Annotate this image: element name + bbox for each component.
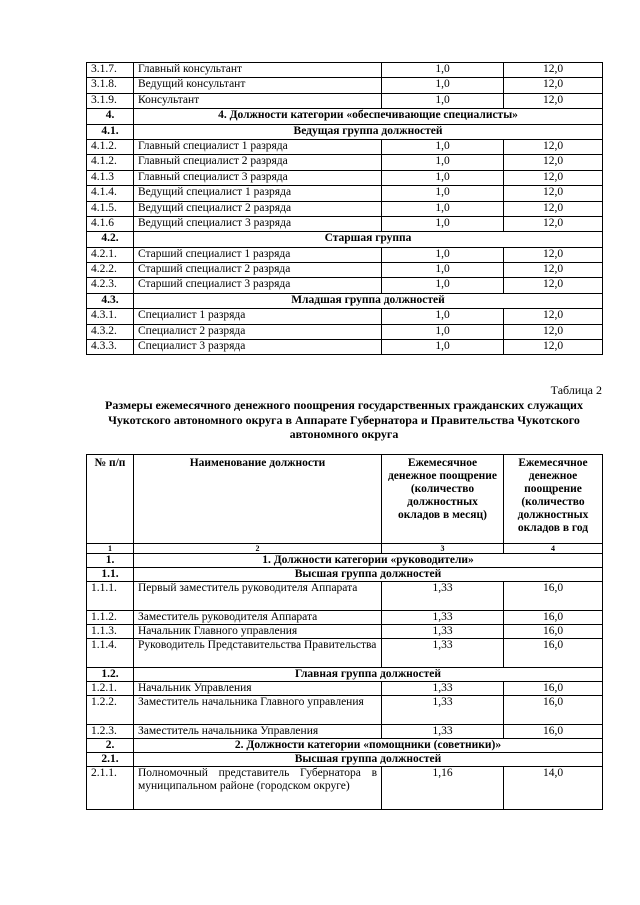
column-number: 1 [87, 544, 134, 554]
position-name: Старший специалист 2 разряда [134, 263, 382, 278]
position-name: Главный специалист 2 разряда [134, 155, 382, 170]
position-name: Руководитель Представительства Правительства [134, 639, 382, 668]
table-row [87, 216, 603, 231]
table-row [87, 625, 603, 639]
row-number: 2.1.1. [87, 767, 134, 810]
table-row [87, 682, 603, 696]
yearly-value: 12,0 [504, 170, 603, 185]
position-name: Заместитель начальника Управления [134, 725, 382, 739]
row-number: 1.1. [87, 568, 134, 582]
group-row [87, 293, 603, 308]
monthly-value: 1,0 [382, 63, 504, 78]
table-row [87, 139, 603, 154]
table-row [87, 170, 603, 185]
row-number: 4.2. [87, 232, 134, 247]
yearly-value: 16,0 [504, 625, 603, 639]
row-number: 1.2.1. [87, 682, 134, 696]
row-number: 4. [87, 109, 134, 124]
position-name: Ведущий специалист 1 разряда [134, 186, 382, 201]
position-name: Специалист 2 разряда [134, 324, 382, 339]
row-number: 4.1.6 [87, 216, 134, 231]
position-name: Ведущий консультант [134, 78, 382, 93]
row-number: 4.3.2. [87, 324, 134, 339]
table-row [87, 582, 603, 611]
monthly-value: 1,0 [382, 155, 504, 170]
monthly-value: 1,0 [382, 247, 504, 262]
row-number: 4.1.5. [87, 201, 134, 216]
monthly-value: 1,0 [382, 201, 504, 216]
table-row [87, 247, 603, 262]
table-row [87, 278, 603, 293]
group-row [87, 753, 603, 767]
yearly-value: 12,0 [504, 201, 603, 216]
section-title: 2. Должности категории «помощники (советники)» [134, 739, 603, 753]
yearly-value: 12,0 [504, 63, 603, 78]
bonus-table [86, 454, 603, 810]
monthly-value: 1,33 [382, 611, 504, 625]
table-row [87, 186, 603, 201]
row-number: 2.1. [87, 753, 134, 767]
row-number: 4.3.1. [87, 309, 134, 324]
group-row [87, 568, 603, 582]
table-row [87, 340, 603, 355]
row-number: 4.1.2. [87, 139, 134, 154]
monthly-value: 1,0 [382, 170, 504, 185]
monthly-value: 1,0 [382, 186, 504, 201]
row-number: 4.3.3. [87, 340, 134, 355]
monthly-value: 1,33 [382, 682, 504, 696]
monthly-value: 1,33 [382, 696, 504, 725]
position-name: Начальник Управления [134, 682, 382, 696]
monthly-value: 1,33 [382, 639, 504, 668]
table-row [87, 263, 603, 278]
monthly-value: 1,0 [382, 263, 504, 278]
monthly-value: 1,0 [382, 324, 504, 339]
position-name: Специалист 1 разряда [134, 309, 382, 324]
table-row [87, 611, 603, 625]
position-name: Заместитель начальника Главного управления [134, 696, 382, 725]
group-title: Высшая группа должностей [134, 568, 603, 582]
row-number: 4.1.4. [87, 186, 134, 201]
yearly-value: 16,0 [504, 725, 603, 739]
position-name: Старший специалист 3 разряда [134, 278, 382, 293]
row-number: 1.1.3. [87, 625, 134, 639]
row-number: 1.2.2. [87, 696, 134, 725]
monthly-value: 1,0 [382, 278, 504, 293]
position-name: Консультант [134, 93, 382, 108]
section-title: 4. Должности категории «обеспечивающие специалисты» [134, 109, 603, 124]
yearly-value: 12,0 [504, 278, 603, 293]
table-row [87, 155, 603, 170]
column-number: 3 [382, 544, 504, 554]
monthly-value: 1,0 [382, 340, 504, 355]
yearly-value: 16,0 [504, 582, 603, 611]
yearly-value: 12,0 [504, 263, 603, 278]
row-number: 1.2.3. [87, 725, 134, 739]
table-row [87, 725, 603, 739]
row-number: 1. [87, 554, 134, 568]
monthly-value: 1,0 [382, 216, 504, 231]
group-title: Ведущая группа должностей [134, 124, 603, 139]
position-name: Старший специалист 1 разряда [134, 247, 382, 262]
yearly-value: 12,0 [504, 186, 603, 201]
row-number: 3.1.8. [87, 78, 134, 93]
monthly-value: 1,33 [382, 625, 504, 639]
position-name: Ведущий специалист 2 разряда [134, 201, 382, 216]
row-number: 4.2.3. [87, 278, 134, 293]
position-name: Главный специалист 3 разряда [134, 170, 382, 185]
yearly-value: 16,0 [504, 696, 603, 725]
yearly-value: 16,0 [504, 682, 603, 696]
yearly-value: 12,0 [504, 93, 603, 108]
section-title: 1. Должности категории «руководители» [134, 554, 603, 568]
yearly-value: 12,0 [504, 247, 603, 262]
group-row [87, 124, 603, 139]
row-number: 4.1. [87, 124, 134, 139]
row-number: 1.1.1. [87, 582, 134, 611]
table-header-row [87, 455, 603, 544]
group-row [87, 668, 603, 682]
group-title: Главная группа должностей [134, 668, 603, 682]
header-position-name: Наименование должности [134, 455, 382, 544]
row-number: 1.1.4. [87, 639, 134, 668]
monthly-value: 1,0 [382, 93, 504, 108]
group-title: Старшая группа [134, 232, 603, 247]
yearly-value: 12,0 [504, 216, 603, 231]
section-row [87, 554, 603, 568]
yearly-value: 12,0 [504, 324, 603, 339]
yearly-value: 12,0 [504, 139, 603, 154]
header-number: № п/п [87, 455, 134, 544]
row-number: 4.1.2. [87, 155, 134, 170]
table-row [87, 639, 603, 668]
column-number: 4 [504, 544, 603, 554]
section-row [87, 109, 603, 124]
position-name: Полномочный представитель Губернатора в муниципальном районе (городском округе) [134, 767, 382, 810]
positions-table-continued [86, 62, 603, 355]
position-name: Главный консультант [134, 63, 382, 78]
row-number: 3.1.7. [87, 63, 134, 78]
monthly-value: 1,33 [382, 725, 504, 739]
table-number-label: Таблица 2 [550, 383, 602, 397]
row-number: 3.1.9. [87, 93, 134, 108]
table-row [87, 201, 603, 216]
column-number: 2 [134, 544, 382, 554]
table-row [87, 93, 603, 108]
yearly-value: 12,0 [504, 78, 603, 93]
table-title: Размеры ежемесячного денежного поощрения государственных гражданских служащих Чукотского автономного округа в Аппарате Губернатора и Правительства Чукотского автономного округа [105, 398, 583, 441]
row-number: 4.2.2. [87, 263, 134, 278]
table-row [87, 63, 603, 78]
table-row [87, 309, 603, 324]
yearly-value: 14,0 [504, 767, 603, 810]
position-name: Ведущий специалист 3 разряда [134, 216, 382, 231]
row-number: 4.2.1. [87, 247, 134, 262]
monthly-value: 1,33 [382, 582, 504, 611]
header-monthly-bonus: Ежемесячное денежное поощрение (количество должностных окладов в месяц) [382, 455, 504, 544]
position-name: Специалист 3 разряда [134, 340, 382, 355]
table-row [87, 767, 603, 810]
monthly-value: 1,0 [382, 78, 504, 93]
row-number: 1.1.2. [87, 611, 134, 625]
column-number-row [87, 544, 603, 554]
table-row [87, 696, 603, 725]
table-row [87, 324, 603, 339]
group-row [87, 232, 603, 247]
group-title: Высшая группа должностей [134, 753, 603, 767]
row-number: 4.1.3 [87, 170, 134, 185]
row-number: 1.2. [87, 668, 134, 682]
position-name: Главный специалист 1 разряда [134, 139, 382, 154]
yearly-value: 16,0 [504, 639, 603, 668]
row-number: 2. [87, 739, 134, 753]
yearly-value: 12,0 [504, 155, 603, 170]
monthly-value: 1,0 [382, 139, 504, 154]
yearly-value: 12,0 [504, 340, 603, 355]
yearly-value: 12,0 [504, 309, 603, 324]
table-row [87, 78, 603, 93]
section-row [87, 739, 603, 753]
row-number: 4.3. [87, 293, 134, 308]
position-name: Первый заместитель руководителя Аппарата [134, 582, 382, 611]
position-name: Заместитель руководителя Аппарата [134, 611, 382, 625]
yearly-value: 16,0 [504, 611, 603, 625]
position-name: Начальник Главного управления [134, 625, 382, 639]
group-title: Младшая группа должностей [134, 293, 603, 308]
monthly-value: 1,16 [382, 767, 504, 810]
header-yearly-bonus: Ежемесячное денежное поощрение (количество должностных окладов в год [504, 455, 603, 544]
monthly-value: 1,0 [382, 309, 504, 324]
